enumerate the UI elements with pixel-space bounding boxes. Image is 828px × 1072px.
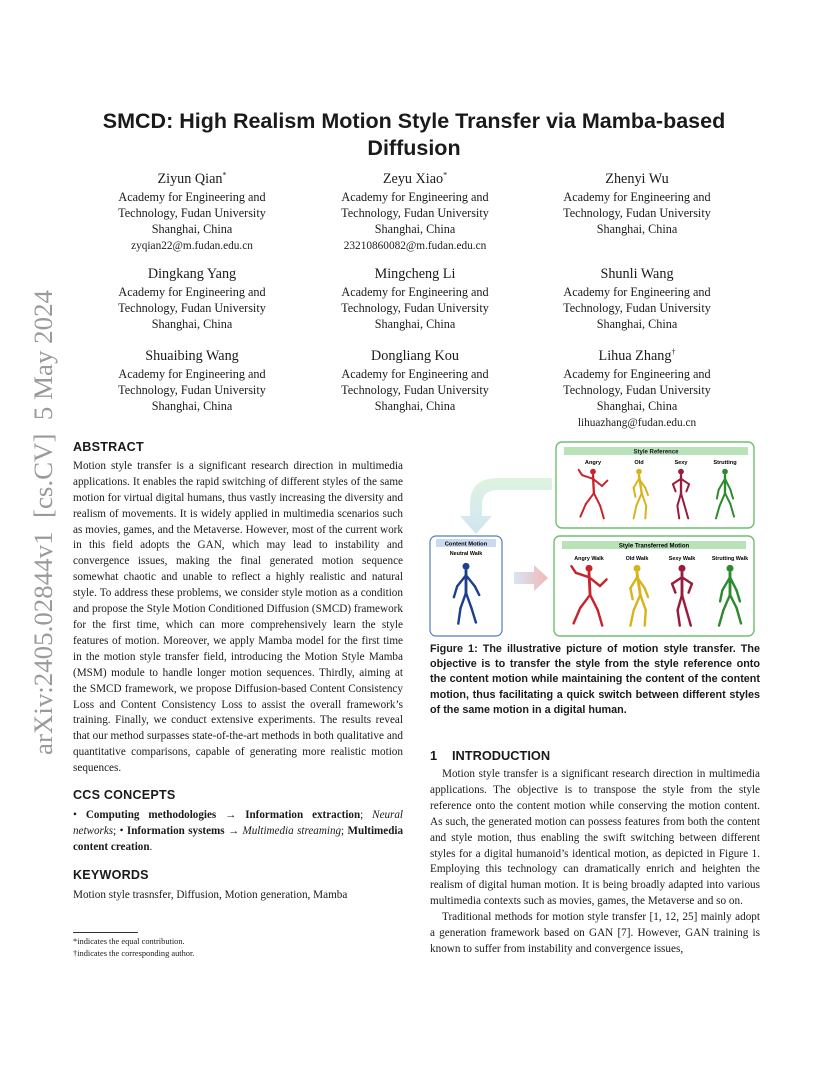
section-number: 1 (430, 748, 438, 763)
author-mark: * (443, 170, 448, 180)
author-affiliation-line: Shanghai, China (596, 222, 678, 237)
abstract-text: Motion style transfer is a significant research direction in multimedia applications. It enables the rapid switching of different styles of the same motion for virtual digital humans, thus vastly increasing the diversity and realism of movements. It is widely applied in multimedia scenarios such as movies, games, and the Metaverse. However, most of the current work in this field adopts the GAN, which may lead to instability and convergence issues, making the final generated motion sequence somewhat chaotic and unable to reflect a highly realistic and natural style. To address these problems, we consider style motion as a condition and propose the Style Motion Conditioned Diffusion (SMCD) framework for the first time, which can more comprehensively learn the style features of motion. Moreover, we apply Mamba model for the first time in the motion style transfer field, introducing the Motion Style Mamba (MSM) module to handle longer motion sequences. Thirdly, aiming at the SMCD framework, we propose Diffusion-based Content Consistency Loss and Content Consistency Loss to assist the overall framework’s training. Finally, we conduct extensive experiments. The results reveal that our method surpasses state-of-the-art methods in both qualitative and quantitative comparisons, capable of generating more realistic motion sequences. (73, 459, 403, 775)
style-label-strutting: Strutting (713, 460, 737, 466)
author-affiliation-line: Technology, Fudan University (563, 301, 711, 316)
author-affiliation-line: Academy for Engineering and (118, 285, 266, 299)
abstract-section (73, 440, 403, 777)
footnote-equal-contribution: *indicates the equal contribution. (73, 937, 185, 946)
author-affiliation-line: Technology, Fudan University (341, 383, 489, 398)
ccs-concepts-text (73, 808, 403, 856)
author-card (92, 347, 292, 415)
ccs-item-1: Computing methodologies → Information extraction (85, 808, 361, 821)
author-affiliation-line: Shanghai, China (596, 317, 678, 332)
paper-title: SMCD: High Realism Motion Style Transfer via Mamba-based Diffusion (102, 109, 726, 160)
author-name: Zeyu Xiao* (382, 170, 448, 187)
author-affiliation-line: Academy for Engineering and (118, 367, 266, 381)
content-motion-label: Content Motion (444, 541, 488, 548)
author-card (537, 347, 737, 431)
ccs-item-2-tail: Multimedia content creation (73, 824, 404, 853)
author-affiliation-line: Technology, Fudan University (563, 206, 711, 221)
transfer-arrow (514, 565, 548, 591)
author-card (537, 265, 737, 333)
author-affiliation-line: Technology, Fudan University (563, 383, 711, 398)
transferred-label-angry-walk: Angry Walk (574, 556, 604, 562)
intro-paragraph-2: Traditional methods for motion style transfer [1, 12, 25] mainly adopt a generation framework based on GAN [7]. However, GAN training is known to suffer from instability and convergence issues, (430, 911, 760, 955)
ccs-end: . (149, 840, 153, 853)
author-affiliation-line: Academy for Engineering and (341, 367, 489, 381)
author-affiliation-line: Academy for Engineering and (563, 190, 711, 204)
author-card (92, 265, 292, 333)
style-label-sexy: Sexy (674, 460, 688, 466)
author-affiliation-line: Academy for Engineering and (341, 190, 489, 204)
ccs-separator: ; (341, 824, 348, 837)
content-sub-label: Neutral Walk (449, 551, 483, 557)
figure-1-motion-style-transfer (428, 438, 760, 638)
author-name: Dingkang Yang (147, 266, 237, 282)
author-mark: † (671, 347, 676, 357)
transferred-label-old-walk: Old Walk (625, 556, 649, 562)
author-affiliation-line: Academy for Engineering and (563, 367, 711, 381)
style-reference-label: Style Reference (633, 449, 679, 456)
intro-paragraph-1: Motion style transfer is a significant research direction in multimedia applications. The objective is to transpose the style from the style reference onto the content motion while conserving the motion content. As such, the generated motion can possess features from both the content and style motion, thus enabling the swift switching between different styles for a digital humanoid’s identical motion, as depicted in Figure 1. Employing this technology can dramatically enrich and heighten the realism of digital human motion. It is being broadly adapted into various multimedia contexts such as movies, games, the Metaverse and so on. (430, 768, 760, 908)
ccs-item-2-sub: Multimedia streaming (242, 824, 342, 837)
author-card (92, 170, 292, 254)
author-email[interactable]: lihuazhang@fudan.edu.cn (577, 416, 697, 429)
curved-arrow (460, 478, 552, 534)
author-affiliation-line: Technology, Fudan University (341, 301, 489, 316)
ccs-heading: CCS CONCEPTS (73, 788, 176, 802)
ccs-arrow: → (224, 824, 243, 837)
author-affiliation-line: Shanghai, China (374, 222, 456, 237)
style-label-old: Old (634, 460, 644, 466)
author-name: Zhenyi Wu (605, 171, 669, 187)
author-affiliation-line: Shanghai, China (596, 399, 678, 414)
author-name: Ziyun Qian* (157, 170, 227, 187)
ccs-separator: ; (113, 824, 120, 837)
ccs-section (73, 788, 403, 856)
introduction-heading (430, 748, 550, 763)
footnotes (73, 936, 403, 959)
keywords-section (73, 868, 403, 904)
transferred-label: Style Transferred Motion (618, 543, 690, 550)
author-name: Shuaibing Wang (145, 348, 239, 364)
section-title: INTRODUCTION (452, 748, 551, 763)
footnote-divider (73, 932, 138, 933)
style-label-angry: Angry (584, 460, 602, 466)
author-email[interactable]: 23210860082@m.fudan.edu.cn (343, 239, 487, 252)
footnote-corresponding-author: †indicates the corresponding author. (73, 948, 195, 958)
author-affiliation-line: Shanghai, China (151, 399, 233, 414)
ccs-item-1-sub: Neural networks (73, 808, 403, 837)
author-affiliation-line: Technology, Fudan University (118, 383, 266, 398)
author-affiliation-line: Shanghai, China (151, 317, 233, 332)
author-affiliation-line: Technology, Fudan University (118, 206, 266, 221)
author-mark: * (222, 170, 227, 180)
arxiv-identifier-stamp (12, 290, 62, 760)
author-email[interactable]: zyqian22@m.fudan.edu.cn (131, 239, 253, 252)
author-name: Mingcheng Li (374, 266, 456, 282)
author-affiliation-line: Shanghai, China (374, 399, 456, 414)
transferred-label-strutting-walk: Strutting Walk (711, 556, 749, 562)
author-affiliation-line: Shanghai, China (374, 317, 456, 332)
figure-1-caption: Figure 1: The illustrative picture of motion style transfer. The objective is to transfer the style from the style reference onto the content motion while maintaining the content of the content motion, thus facilitating a quick switch between different styles of the same motion in a digital human. (430, 643, 760, 716)
ccs-separator: ; (360, 808, 373, 821)
arxiv-id-text: arXiv:2405.02844v1 [cs.CV] 5 May 2024 (29, 305, 58, 755)
author-card (315, 170, 515, 254)
author-name: Shunli Wang (600, 266, 674, 282)
ccs-item-2: Information systems (126, 824, 225, 837)
author-affiliation-line: Technology, Fudan University (118, 301, 266, 316)
ccs-bullet-2: • (119, 824, 124, 837)
author-card (537, 170, 737, 238)
author-affiliation-line: Shanghai, China (151, 222, 233, 237)
author-name: Lihua Zhang† (598, 347, 676, 364)
author-affiliation-line: Academy for Engineering and (118, 190, 266, 204)
ccs-bullet-1: • (73, 808, 77, 821)
keywords-heading: KEYWORDS (73, 868, 149, 882)
author-affiliation-line: Technology, Fudan University (341, 206, 489, 221)
transferred-label-sexy-walk: Sexy Walk (668, 556, 696, 562)
author-affiliation-line: Academy for Engineering and (563, 285, 711, 299)
author-card (315, 265, 515, 333)
author-name: Dongliang Kou (371, 348, 459, 364)
introduction-body (430, 767, 760, 958)
author-card (315, 347, 515, 415)
abstract-heading: ABSTRACT (73, 440, 144, 454)
keywords-text: Motion style trasnsfer, Diffusion, Motion generation, Mamba (73, 888, 348, 901)
author-affiliation-line: Academy for Engineering and (341, 285, 489, 299)
